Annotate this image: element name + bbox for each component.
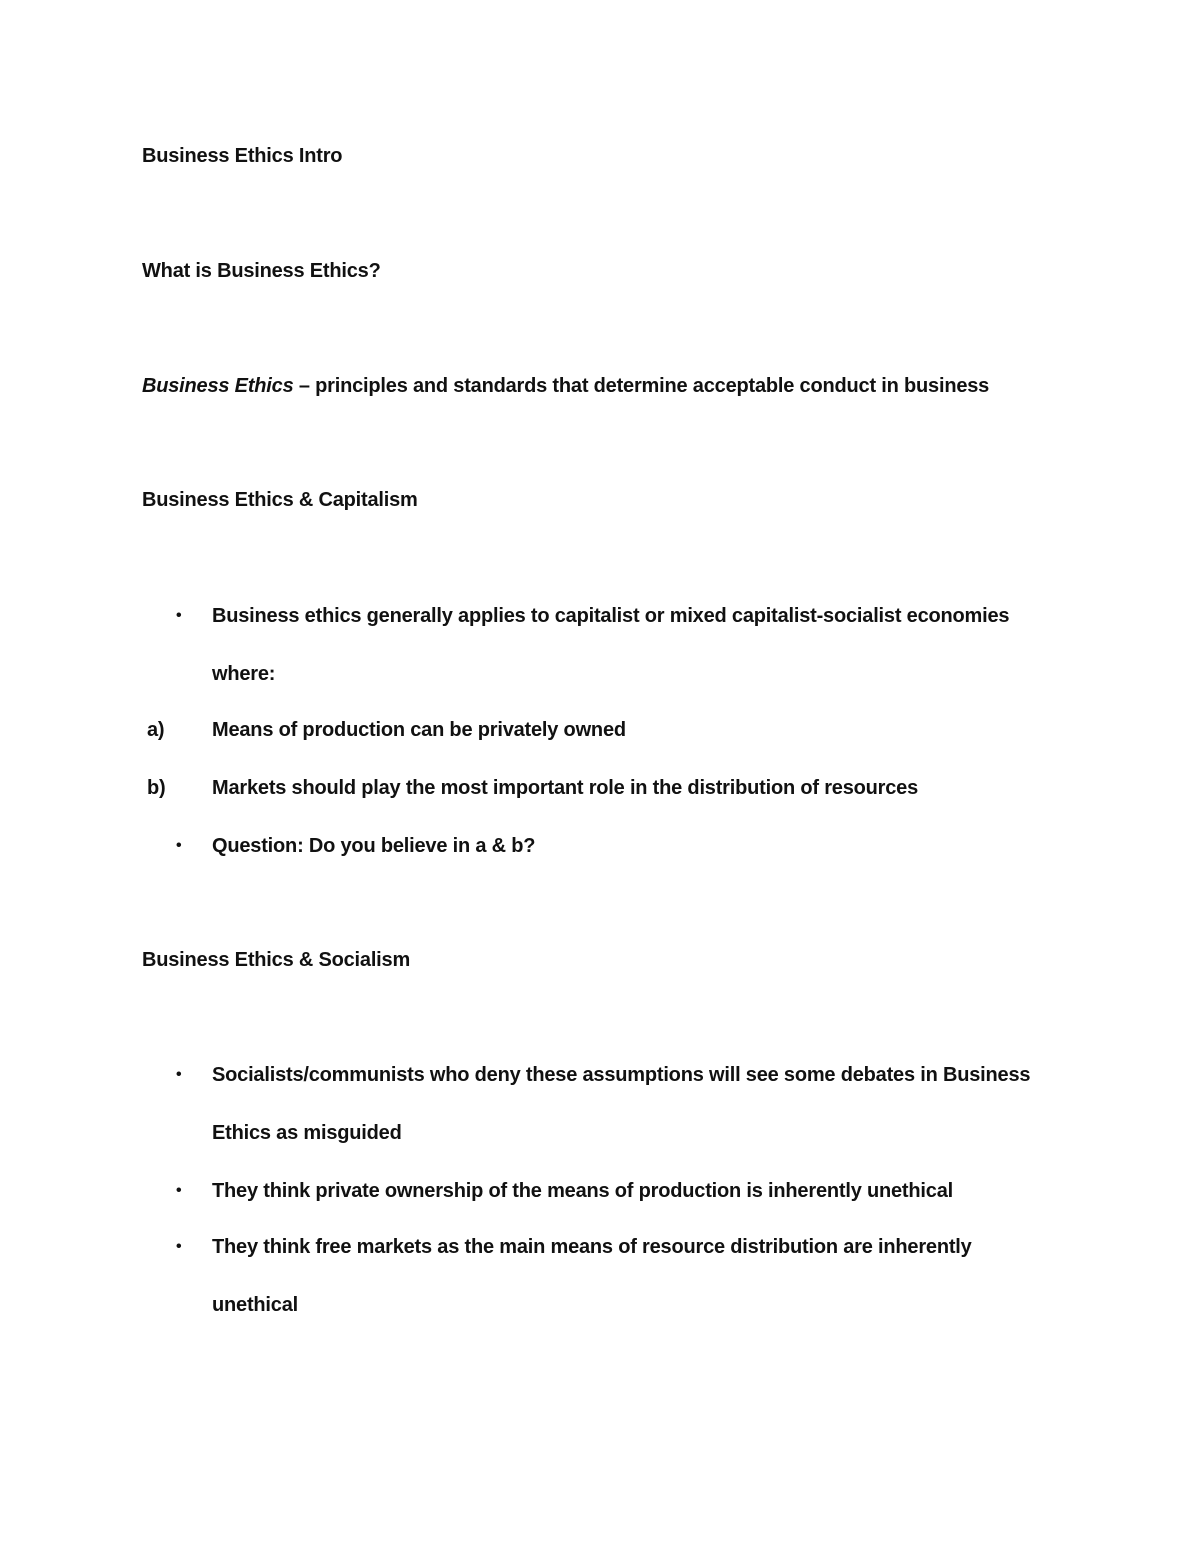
list-item-text: unethical [212, 1294, 298, 1316]
list-item-text: Question: Do you believe in a & b? [212, 835, 536, 857]
list-marker-a: a) [147, 719, 165, 741]
bullet-icon: • [176, 607, 182, 624]
list-item-text: Business ethics generally applies to capitalist or mixed capitalist-socialist economies [212, 605, 1010, 627]
list-item-text: where: [212, 663, 276, 685]
list-item-text: Markets should play the most important role in the distribution of resources [212, 777, 919, 799]
list-item-text: They think free markets as the main means of resource distribution are inherently [212, 1236, 972, 1258]
definition-paragraph [142, 373, 989, 399]
list-item-text: Ethics as misguided [212, 1122, 402, 1144]
list-marker-b: b) [147, 777, 166, 799]
bullet-icon: • [176, 1066, 182, 1083]
list-item-text: Means of production can be privately owned [212, 719, 626, 741]
definition-term: Business Ethics [142, 375, 294, 397]
bullet-icon: • [176, 837, 182, 854]
list-item-text: Socialists/communists who deny these assumptions will see some debates in Business [212, 1064, 1031, 1086]
bullet-icon: • [176, 1238, 182, 1255]
list-item-text: They think private ownership of the means of production is inherently unethical [212, 1180, 953, 1202]
document-title: Business Ethics Intro [142, 145, 343, 167]
section-heading-socialism: Business Ethics & Socialism [142, 949, 411, 971]
definition-text: – principles and standards that determine acceptable conduct in business [293, 375, 990, 397]
section-heading-what-is: What is Business Ethics? [142, 260, 381, 282]
section-heading-capitalism: Business Ethics & Capitalism [142, 489, 418, 511]
bullet-icon: • [176, 1182, 182, 1199]
